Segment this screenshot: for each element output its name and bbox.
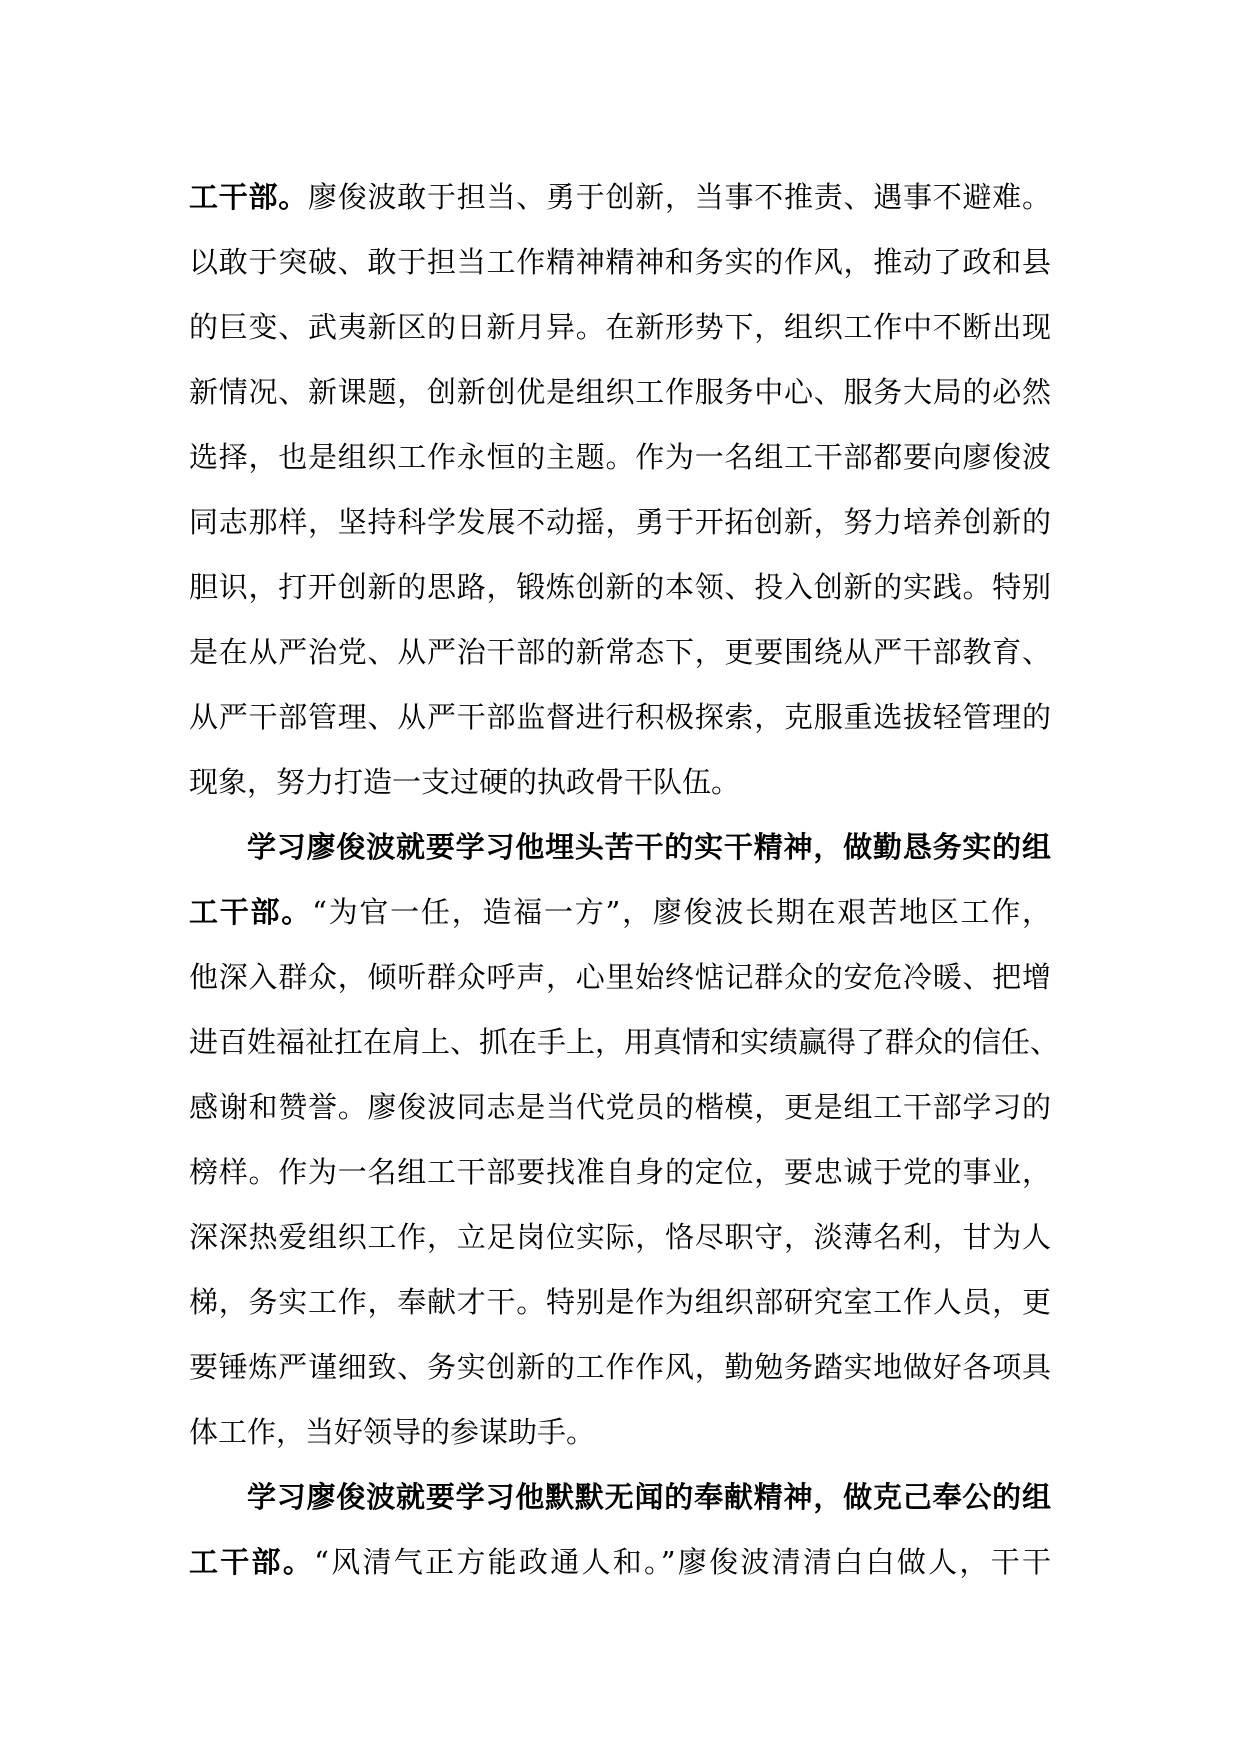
text-line xyxy=(189,230,1051,295)
bold-heading-fragment: 工干部。 xyxy=(189,1545,315,1579)
bold-heading: 学习廖俊波就要学习他埋头苦干的实干精神，做勤恳务实的组 xyxy=(247,830,1051,864)
line-text: 新情况、新课题，创新创优是组织工作服务中心、服务大局的必然 xyxy=(189,375,1051,409)
paragraph-heading-line xyxy=(189,1465,1051,1530)
text-line xyxy=(189,880,1051,945)
text-line xyxy=(189,1530,1051,1595)
line-text: 梯，务实工作，奉献才干。特别是作为组织部研究室工作人员，更 xyxy=(189,1285,1051,1319)
line-text: 要锤炼严谨细致、务实创新的工作作风，勤勉务踏实地做好各项具 xyxy=(189,1350,1051,1384)
line-text: 从严干部管理、从严干部监督进行积极探索，克服重选拔轻管理的 xyxy=(189,700,1051,734)
line-text: 以敢于突破、敢于担当工作精神精神和务实的作风，推动了政和县 xyxy=(189,245,1051,279)
line-text: 同志那样，坚持科学发展不动摇，勇于开拓创新，努力培养创新的 xyxy=(189,505,1051,539)
text-line xyxy=(189,490,1051,555)
text-line xyxy=(189,1010,1060,1075)
text-line xyxy=(189,1205,1051,1270)
line-text: 他深入群众，倾听群众呼声，心里始终惦记群众的安危冷暖、把增 xyxy=(189,960,1051,994)
paragraph-heading-line xyxy=(189,815,1051,880)
line-text: 榜样。作为一名组工干部要找准自身的定位，要忠诚于党的事业， xyxy=(189,1155,1051,1189)
bold-heading: 学习廖俊波就要学习他默默无闻的奉献精神，做克己奉公的组 xyxy=(247,1480,1051,1514)
line-text: 是在从严治党、从严治干部的新常态下，更要围绕从严干部教育、 xyxy=(189,635,1051,669)
text-line xyxy=(189,165,1051,230)
text-line xyxy=(189,1075,1051,1140)
line-text: “为官一任，造福一方”，廖俊波长期在艰苦地区工作， xyxy=(312,895,1051,929)
text-line xyxy=(189,1335,1051,1400)
line-text: 廖俊波敢于担当、勇于创新，当事不推责、遇事不避难。 xyxy=(308,180,1051,214)
line-text: “风清气正方能政通人和。”廖俊波清清白白做人，干干 xyxy=(314,1545,1051,1579)
text-line xyxy=(189,1400,1051,1465)
line-text: 体工作，当好领导的参谋助手。 xyxy=(189,1415,596,1449)
line-text: 深深热爱组织工作，立足岗位实际，恪尽职守，淡薄名利，甘为人 xyxy=(189,1220,1051,1254)
text-line xyxy=(189,620,1051,685)
text-line xyxy=(189,295,1051,360)
line-text: 感谢和赞誉。廖俊波同志是当代党员的楷模，更是组工干部学习的 xyxy=(189,1090,1051,1124)
text-line xyxy=(189,750,1051,815)
bold-heading-fragment: 工干部。 xyxy=(189,895,313,929)
line-text: 胆识，打开创新的思路，锻炼创新的本领、投入创新的实践。特别 xyxy=(189,570,1051,604)
text-line xyxy=(189,945,1051,1010)
text-line xyxy=(189,425,1051,490)
text-line xyxy=(189,1270,1051,1335)
text-line xyxy=(189,685,1051,750)
line-text: 现象，努力打造一支过硬的执政骨干队伍。 xyxy=(189,765,741,799)
bold-heading-fragment: 工干部。 xyxy=(189,180,308,214)
line-text: 进百姓福祉扛在肩上、抓在手上，用真情和实绩赢得了群众的信任、 xyxy=(189,1025,1060,1059)
text-line xyxy=(189,360,1051,425)
line-text: 的巨变、武夷新区的日新月异。在新形势下，组织工作中不断出现 xyxy=(189,310,1051,344)
document-body xyxy=(189,165,1060,1595)
text-line xyxy=(189,555,1051,620)
text-line xyxy=(189,1140,1051,1205)
line-text: 选择，也是组织工作永恒的主题。作为一名组工干部都要向廖俊波 xyxy=(189,440,1051,474)
